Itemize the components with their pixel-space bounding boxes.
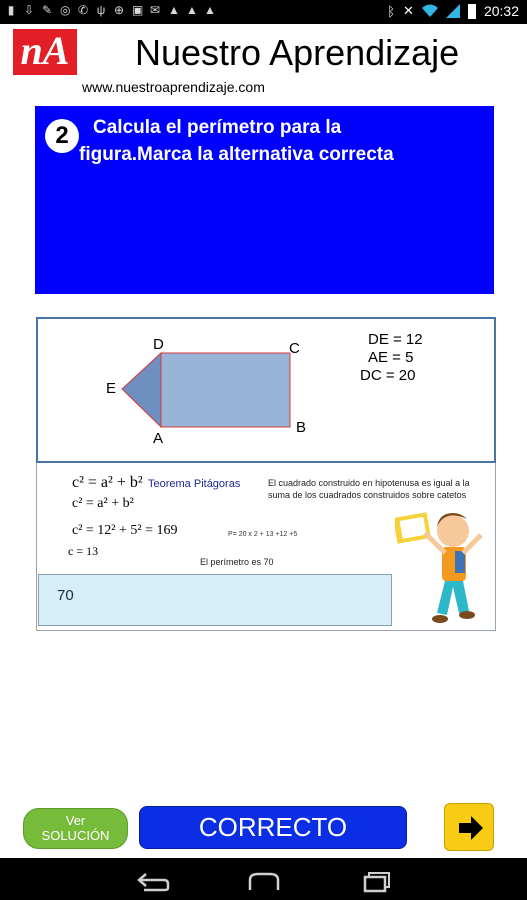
location-icon: ◎	[60, 3, 71, 17]
question-number-badge: 2	[45, 119, 79, 153]
navigation-bar	[0, 858, 527, 900]
theorem-explanation: El cuadrado construido en hipotenusa es igual a la suma de los cuadrados construidos sobre catetos	[268, 478, 470, 500]
phone-icon: ✆	[78, 3, 89, 17]
equation-3: c² = 12² + 5² = 169	[72, 523, 178, 538]
answer-input[interactable]	[38, 574, 392, 626]
warning-icon: ▲	[204, 3, 216, 17]
warning-icon: ▲	[186, 3, 198, 17]
website-url: www.nuestroaprendizaje.com	[82, 79, 265, 95]
pentagon-figure	[38, 319, 494, 461]
recent-apps-icon[interactable]	[358, 866, 398, 896]
wifi-icon	[422, 4, 438, 18]
vertex-label-e: E	[106, 380, 117, 397]
next-button[interactable]	[444, 803, 494, 851]
notification-icons	[6, 3, 214, 17]
data-ae: AE = 5	[368, 349, 414, 366]
tools-icon: ✎	[42, 3, 53, 17]
answer-value: 70	[57, 587, 74, 604]
battery-icon	[468, 4, 476, 19]
signal-icon	[446, 4, 460, 18]
download-icon: ⇩	[24, 3, 35, 17]
home-icon[interactable]	[244, 866, 284, 896]
figure-panel	[36, 317, 496, 463]
equation-1: c² = a² + b²	[72, 474, 143, 491]
result-status-button[interactable]: CORRECTO	[139, 806, 407, 849]
image-icon: ▣	[132, 3, 144, 17]
system-icons	[387, 3, 519, 19]
given-data	[360, 331, 423, 385]
ver-solucion-button[interactable]	[23, 808, 128, 849]
perimeter-result-text: El perímetro es 70	[200, 557, 274, 567]
antenna-icon: ⊕	[114, 3, 125, 17]
question-line-1: Calcula el perímetro para la	[93, 117, 342, 138]
triangle-shape	[122, 353, 161, 427]
question-text	[79, 114, 488, 168]
mail-icon: ✉	[150, 3, 161, 17]
back-icon[interactable]	[132, 866, 172, 896]
vertex-label-c: C	[289, 340, 300, 357]
equation-2: c² = a² + b²	[72, 496, 134, 511]
ver-label: Ver	[65, 813, 86, 828]
notification-icon: ▮	[7, 3, 15, 17]
app-title: Nuestro Aprendizaje	[135, 32, 460, 73]
solucion-label: SOLUCIÓN	[41, 828, 110, 843]
vertex-label-b: B	[296, 419, 307, 436]
usb-icon: ψ	[96, 3, 106, 17]
mute-icon: ✕	[403, 3, 414, 18]
question-panel	[35, 106, 494, 294]
equation-4: c = 13	[68, 544, 99, 558]
rectangle-shape	[161, 353, 290, 427]
vertex-label-d: D	[153, 336, 164, 353]
warning-icon: ▲	[168, 3, 180, 17]
arrow-right-icon	[445, 804, 495, 852]
data-de: DE = 12	[368, 331, 423, 348]
perimeter-calculation: P= 20 x 2 + 13 +12 +5	[228, 531, 298, 538]
theorem-label: Teorema Pitágoras	[148, 478, 241, 490]
app-logo: nA	[13, 29, 77, 75]
question-line-2: figura.Marca la alternativa correcta	[79, 144, 394, 165]
vertex-label-a: A	[153, 430, 164, 447]
clock: 20:32	[483, 3, 519, 19]
student-illustration	[395, 505, 495, 629]
status-bar	[0, 0, 527, 24]
bluetooth-icon: ᛒ	[387, 3, 396, 19]
data-dc: DC = 20	[360, 367, 416, 384]
